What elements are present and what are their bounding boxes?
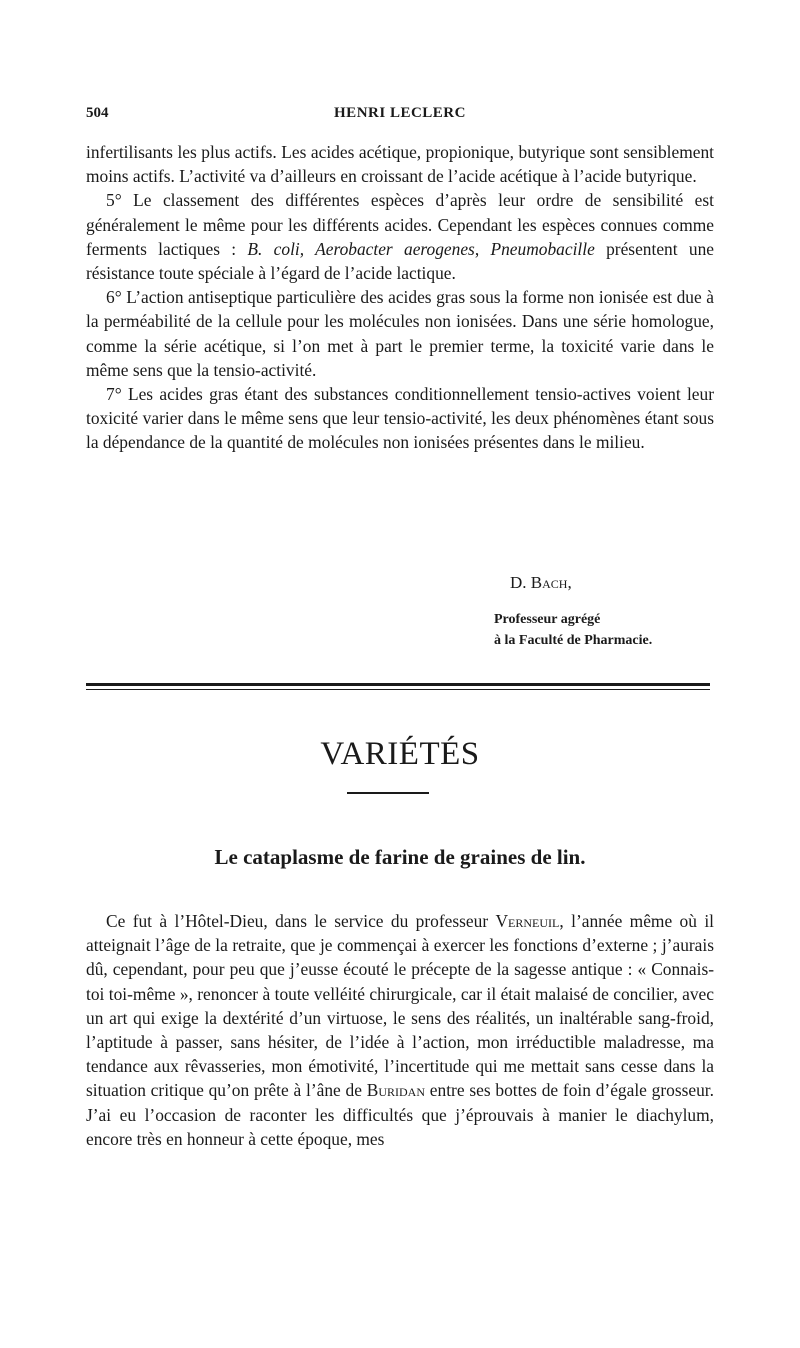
paragraph-continuation: infertilisants les plus actifs. Les acides acétique, propionique, butyrique sont sensiblement moins actifs. L’activité va d’ailleurs en croissant de l’acide acétique à l’acide butyrique. (86, 142, 714, 187)
name-verneuil: Verneuil (495, 911, 560, 931)
document-page (86, 0, 714, 1348)
paragraph-5-text-a: 5° Le classement des différentes espèces d’après leur ordre de sensibilité est généralement le même pour les différents acides. Cependant les espèces connues comme ferments lactiques : (86, 190, 714, 259)
section-divider-thick (86, 683, 710, 686)
article-text-b: , l’année même où il atteignait l’âge de la retraite, que je commençai à exercer les fonctions d’externe ; j’aurais dû, cependant, pour peu que j’eusse écouté le précepte de la sagesse antique : « Connais-toi toi-même », renoncer à toute velléité chirurgicale, car il était malaisé de concilier, avec un art qui exige la dextérité d’un virtuose, le sens des réalités, un inaltérable sang-froid, l’aptitude à passer, sans hésiter, de l’idée à l’action, mon irréductible maladresse, ma tendance aux rêvasseries, mon émotivité, l’incertitude qui me mettait sans cesse dans la situation critique qu’on prête à l’âne de (86, 911, 714, 1101)
top-text-block (86, 140, 714, 455)
paragraph-5-text-b: , (474, 238, 491, 259)
paragraph-6: 6° L’action antiseptique particulière des acides gras sous la forme non ionisée est due à la perméabilité de la cellule pour les molécules non ionisées. Dans une série homologue, comme la série acétique, si l’on met à part le premier terme, la toxicité varie dans le même sens que la tensio-activité. (86, 287, 714, 380)
signature-affiliation (494, 609, 724, 651)
name-buridan: Buridan (366, 1080, 426, 1101)
affiliation-line-2: à la Faculté de Pharmacie. (494, 633, 653, 648)
article-text-c: entre ses bottes de foin d’égale grosseur. J’ai eu l’occasion de raconter les difficultés que j’éprouvais à manier le diachylum, encore très en honneur à cette époque, mes (86, 1080, 714, 1149)
title-underline (347, 792, 429, 794)
affiliation-line-1: Professeur agrégé (494, 612, 601, 627)
article-body (86, 909, 714, 1151)
page-header (86, 105, 714, 127)
running-title: HENRI LECLERC (334, 105, 466, 121)
paragraph-5-text-c: présentent une résistance toute spéciale à l’égard de l’acide lactique. (86, 238, 714, 284)
paragraph-7: 7° Les acides gras étant des substances conditionnellement tensio-actives voient leur toxicité varier dans le même sens que leur tensio-activité, les deux phénomènes étant sous la dépendance de la quantité de molécules non ionisées présentes dans le milieu. (86, 384, 714, 453)
article-text-a: Ce fut à l’Hôtel-Dieu, dans le service du professeur (106, 911, 496, 931)
article-paragraph-1 (86, 909, 714, 1151)
section-divider-thin (86, 689, 710, 690)
pneumobacille-italic: Pneumobacille (490, 238, 595, 259)
article-title: Le cataplasme de farine de graines de lin. (214, 845, 586, 869)
author-name: D. Bach, (510, 573, 572, 592)
section-title: VARIÉTÉS (320, 736, 480, 772)
page-number: 504 (86, 105, 109, 121)
signature-name (510, 573, 720, 593)
paragraph-5 (86, 188, 714, 285)
species-names-italic: B. coli, Aerobacter aerogenes (247, 238, 475, 259)
